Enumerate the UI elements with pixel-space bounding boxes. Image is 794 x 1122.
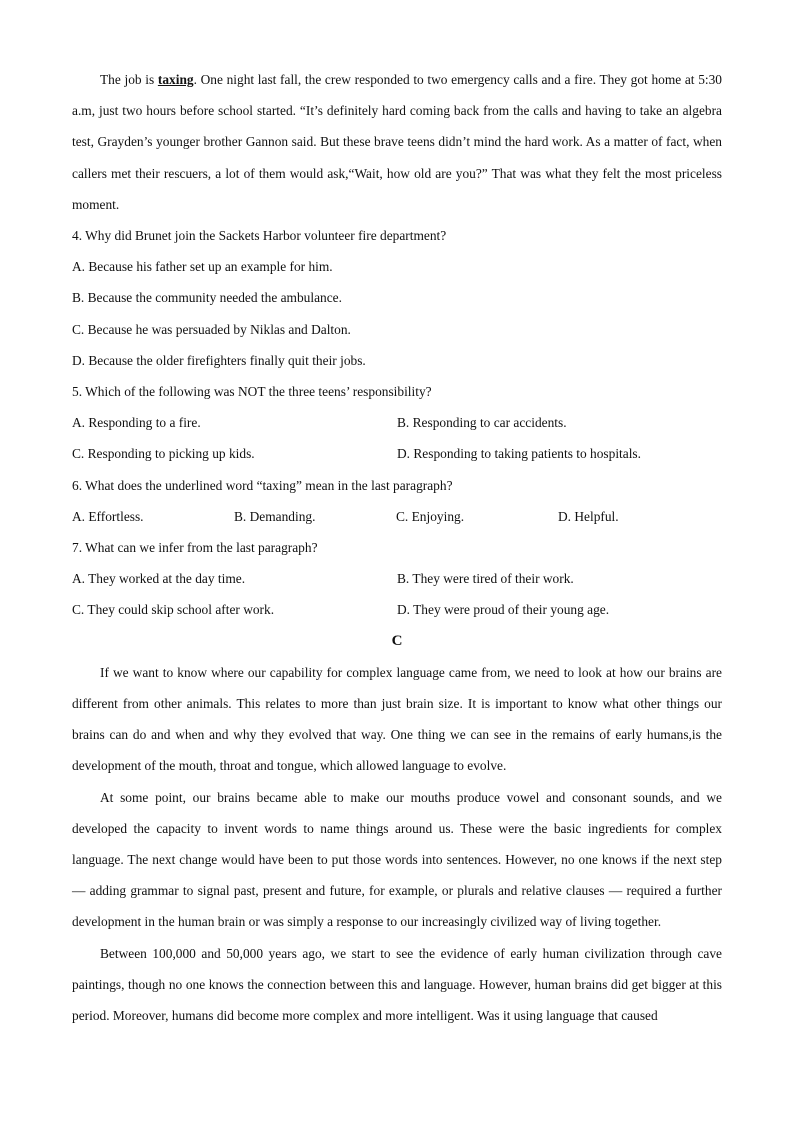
option-d: D. They were proud of their young age. — [397, 602, 610, 618]
option-a: A. They worked at the day time. — [72, 571, 246, 587]
option-d: D. Responding to taking patients to hospitals. — [397, 446, 641, 462]
options-row — [72, 407, 722, 438]
option-d: D. Because the older firefighters finally quit their jobs. — [72, 352, 366, 368]
option-b: B. Demanding. — [234, 508, 316, 524]
option-a: A. Effortless. — [72, 508, 144, 524]
underlined-word-taxing: taxing — [157, 72, 194, 87]
question-4 — [72, 220, 722, 376]
document-content — [72, 64, 722, 1031]
option-b: B. They were tired of their work. — [397, 571, 574, 587]
options-row — [72, 438, 722, 469]
paragraph-text-start: The job is — [100, 72, 158, 87]
option-c: C. Because he was persuaded by Niklas and Dalton. — [72, 321, 351, 337]
option-a: A. Because his father set up an example for him. — [72, 259, 333, 275]
question-stem: 6. What does the underlined word “taxing” mean in the last paragraph? — [72, 477, 453, 493]
passage-b-last-paragraph — [72, 64, 722, 220]
paragraph-text-rest: . One night last fall, the crew responded to two emergency calls and a fire. They got home at 5:30 a.m, just two hours before school started. “It’s definitely hard coming back from the calls and having to take an algebra test, Grayden’s younger brother Gannon said. But these brave teens didn’t mind the hard work. As a matter of fact, when callers met their rescuers, a lot of them would ask,“Wait, how old are you?” That was what they felt the most priceless moment. — [72, 72, 723, 212]
options-row — [72, 594, 722, 625]
option-d: D. Helpful. — [558, 508, 619, 524]
section-heading-c: C — [391, 632, 403, 649]
question-5 — [72, 376, 722, 470]
question-7 — [72, 532, 722, 626]
section-c-paragraph-3: Between 100,000 and 50,000 years ago, we start to see the evidence of early human civilization through cave paintings, though no one knows the connection between this and language. However, human brains did get bigger at this period. Moreover, humans did become more complex and more intelligent. Was it using language that caused — [72, 945, 722, 1024]
option-a: A. Responding to a fire. — [72, 415, 201, 431]
section-c-paragraph-1: If we want to know where our capability for complex language came from, we need to look at how our brains are different from other animals. This relates to more than just brain size. It is important to know what other things our brains can do and when and why they evolved that way. One thing we can see in the remains of early humans,is the development of the mouth, throat and tongue, which allowed language to evolve. — [72, 664, 722, 774]
section-c-paragraph-2: At some point, our brains became able to make our mouths produce vowel and consonant sounds, and we developed the capacity to invent words to name things around us. These were the basic ingredients for complex language. The next change would have been to put those words into sentences. However, no one knows if the next step — adding grammar to signal past, present and future, for example, or plurals and relative clauses — required a further development in the human brain or was simply a response to our increasingly civilized way of living together. — [72, 789, 722, 930]
question-stem: 5. Which of the following was NOT the three teens’ responsibility? — [72, 384, 432, 400]
options-row — [72, 501, 722, 532]
option-b: B. Responding to car accidents. — [397, 415, 567, 431]
question-stem: 4. Why did Brunet join the Sackets Harbor volunteer fire department? — [72, 228, 447, 244]
question-6 — [72, 470, 722, 532]
options-row — [72, 563, 722, 594]
option-c: C. Responding to picking up kids. — [72, 446, 255, 462]
question-stem: 7. What can we infer from the last paragraph? — [72, 540, 318, 556]
option-c: C. They could skip school after work. — [72, 602, 275, 618]
option-c: C. Enjoying. — [396, 508, 465, 524]
option-b: B. Because the community needed the ambulance. — [72, 290, 342, 306]
